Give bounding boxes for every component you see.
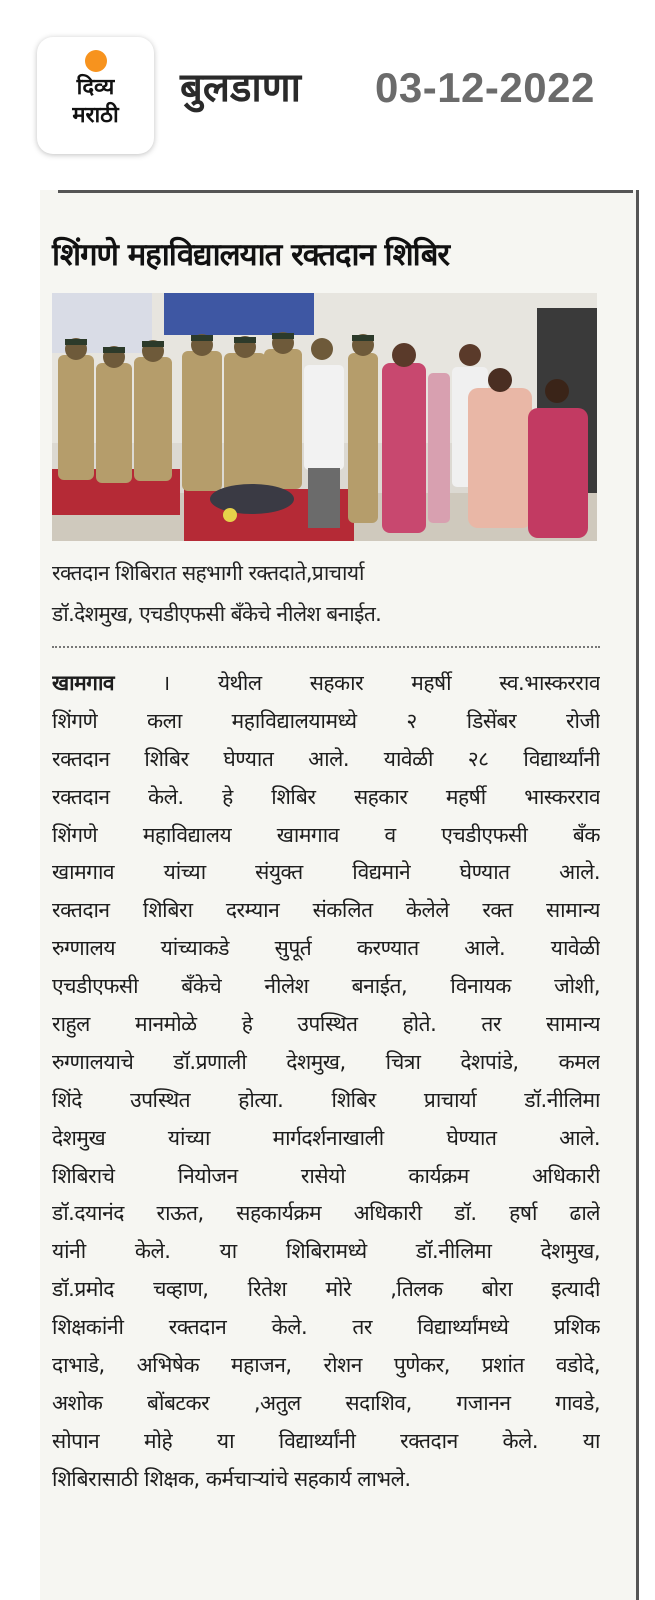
article-line: खामगाव यांच्या संयुक्त विद्यमाने घेण्यात आले. (52, 860, 600, 885)
caption-line: रक्तदान शिबिरात सहभागी रक्तदाते,प्राचार्या (52, 561, 364, 585)
article-body (52, 665, 600, 1499)
article-line: यांनी केले. या शिबिरामध्ये डॉ.नीलिमा देशमुख, (52, 1239, 600, 1264)
photo-illustration (52, 293, 597, 541)
article-line: शिंगणे कला महाविद्यालयामध्ये २ डिसेंबर रोजी (52, 708, 600, 733)
article-line: डॉ.दयानंद राऊत, सहकार्यक्रम अधिकारी डॉ. हर्षा ढाले (52, 1201, 600, 1226)
article-line: रुग्णालय यांच्याकडे सुपूर्त करण्यात आले. यावेळी (52, 936, 600, 961)
dotted-separator (52, 646, 600, 648)
logo-text-line2: मराठी (72, 103, 119, 128)
news-clipping (40, 190, 639, 1600)
app-logo[interactable] (37, 37, 154, 154)
clipping-top-rule (58, 190, 633, 193)
article-line: रक्तदान शिबिरा दरम्यान संकलित केलेले रक्त सामान्य (52, 898, 600, 923)
caption-line: डॉ.देशमुख, एचडीएफसी बँकेचे नीलेश बनाईत. (52, 602, 382, 626)
article-line: रुग्णालयाचे डॉ.प्रणाली देशमुख, चित्रा देशपांडे, कमल (52, 1049, 600, 1074)
article-line: शिंगणे महाविद्यालय खामगाव व एचडीएफसी बँक (52, 822, 600, 847)
article-photo (52, 293, 597, 541)
article-first-line (52, 665, 600, 703)
article-line: शिक्षकांनी रक्तदान केले. तर विद्यार्थ्यांमध्ये प्रशिक (52, 1315, 600, 1340)
article-headline: शिंगणे महाविद्यालयात रक्तदान शिबिर (52, 237, 450, 273)
article-line: येथील सहकार महर्षी स्व.भास्करराव (217, 671, 600, 695)
article-line: एचडीएफसी बँकेचे नीलेश बनाईत, विनायक जोशी, (52, 974, 600, 999)
article-line: रक्तदान केले. हे शिबिर सहकार महर्षी भास्करराव (52, 784, 600, 809)
logo-text-line1: दिव्य (76, 75, 115, 100)
edition-date: 03-12-2022 (375, 64, 595, 111)
article-line: डॉ.प्रमोद चव्हाण, रितेश मोरे ,तिलक बोरा इत्यादी (52, 1277, 600, 1302)
photo-caption (52, 553, 612, 635)
edition-city: बुलडाणा (180, 65, 301, 111)
article-line: राहुल मानमोळे हे उपस्थित होते. तर सामान्य (52, 1012, 600, 1037)
article-line: शिंदे उपस्थित होत्या. शिबिर प्राचार्या डॉ.नीलिमा (52, 1087, 600, 1112)
dateline-separator: । (114, 671, 218, 695)
logo-sun-icon (85, 50, 107, 72)
article-line: शिबिराचे नियोजन रासेयो कार्यक्रम अधिकारी (52, 1163, 600, 1188)
header (0, 0, 655, 180)
article-line: अशोक बोंबटकर ,अतुल सदाशिव, गजानन गावडे, (52, 1390, 600, 1415)
article-line: शिबिरासाठी शिक्षक, कर्मचाऱ्यांचे सहकार्य लाभले. (52, 1466, 411, 1491)
article-line: दाभाडे, अभिषेक महाजन, रोशन पुणेकर, प्रशांत वडोदे, (52, 1353, 600, 1378)
article-dateline: खामगाव (52, 671, 115, 695)
article-line: सोपान मोहे या विद्यार्थ्यांनी रक्तदान केले. या (52, 1428, 600, 1453)
article-line: रक्तदान शिबिर घेण्यात आले. यावेळी २८ विद्यार्थ्यांनी (52, 746, 600, 771)
article-line: देशमुख यांच्या मार्गदर्शनाखाली घेण्यात आले. (52, 1125, 600, 1150)
